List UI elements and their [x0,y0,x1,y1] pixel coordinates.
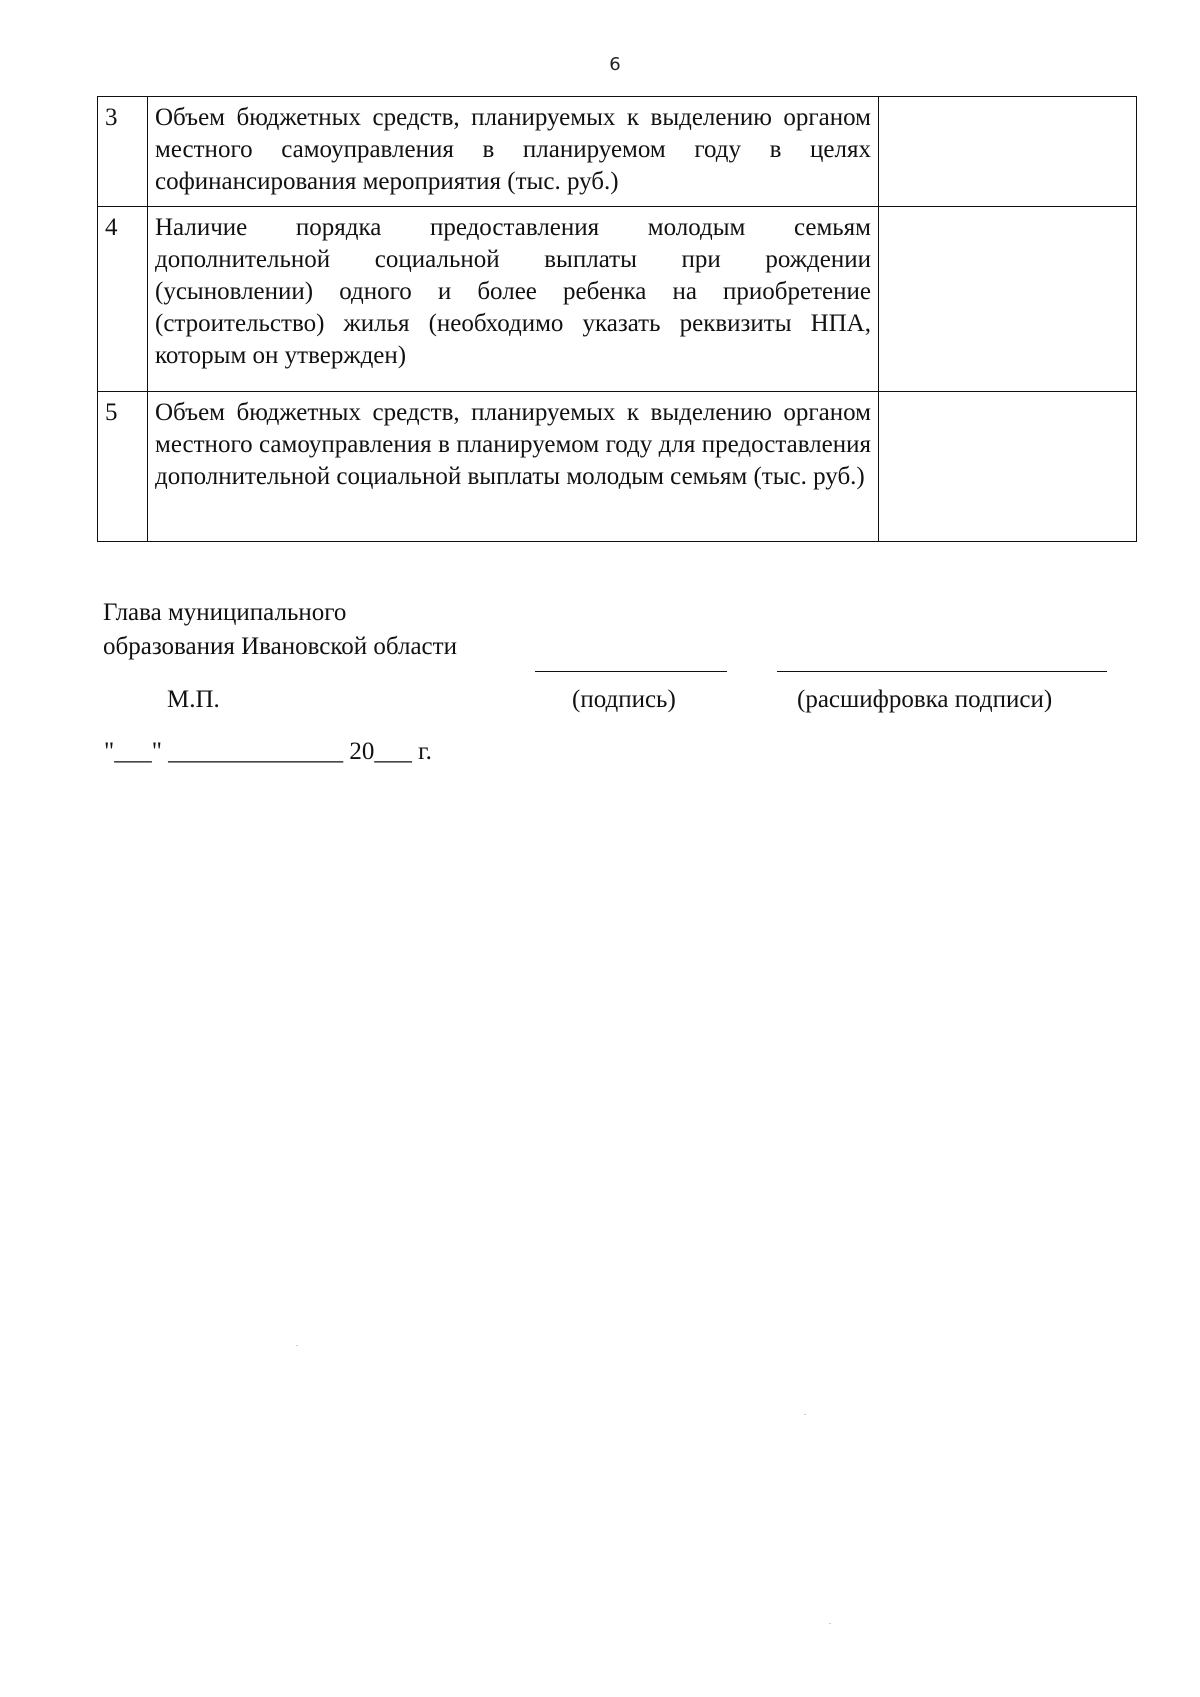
head-title-line2: образования Ивановской области [103,633,457,660]
table-row [98,207,1137,392]
row-value [879,392,1137,542]
row-description: Наличие порядка предоставления молодым семьям дополнительной социальной выплаты при рождении (усыновлении) одного и более ребенка на приобретение (строительство) жилья (необходимо указать реквизиты НПА, которым он утвержден) [148,207,879,392]
row-value [879,207,1137,392]
row-number: 3 [98,97,148,207]
signature-decoding-caption: (расшифровка подписи) [797,686,1053,713]
row-number: 5 [98,392,148,542]
row-value [879,97,1137,207]
row-description: Объем бюджетных средств, планируемых к выделению органом местного самоуправления в планируемом году в целях софинансирования мероприятия (тыс. руб.) [148,97,879,207]
stamp-label: М.П. [167,686,220,713]
row-description: Объем бюджетных средств, планируемых к выделению органом местного самоуправления в планируемом году для предоставления дополнительной социальной выплаты молодым семьям (тыс. руб.) [148,392,879,542]
table-row [98,392,1137,542]
criteria-table [97,96,1137,542]
table-row [98,97,1137,207]
head-title-line1: Глава муниципального [103,599,347,626]
row-number: 4 [98,207,148,392]
scan-speck [829,1623,831,1624]
signature-decoding-line [777,671,1107,672]
page-number: 6 [609,54,621,75]
scan-speck [804,1414,806,1415]
scan-speck [296,1345,298,1346]
date-line: "___" ______________ 20___ г. [104,738,432,765]
signature-caption: (подпись) [572,686,676,713]
head-title [103,596,457,664]
signature-line [535,671,727,672]
